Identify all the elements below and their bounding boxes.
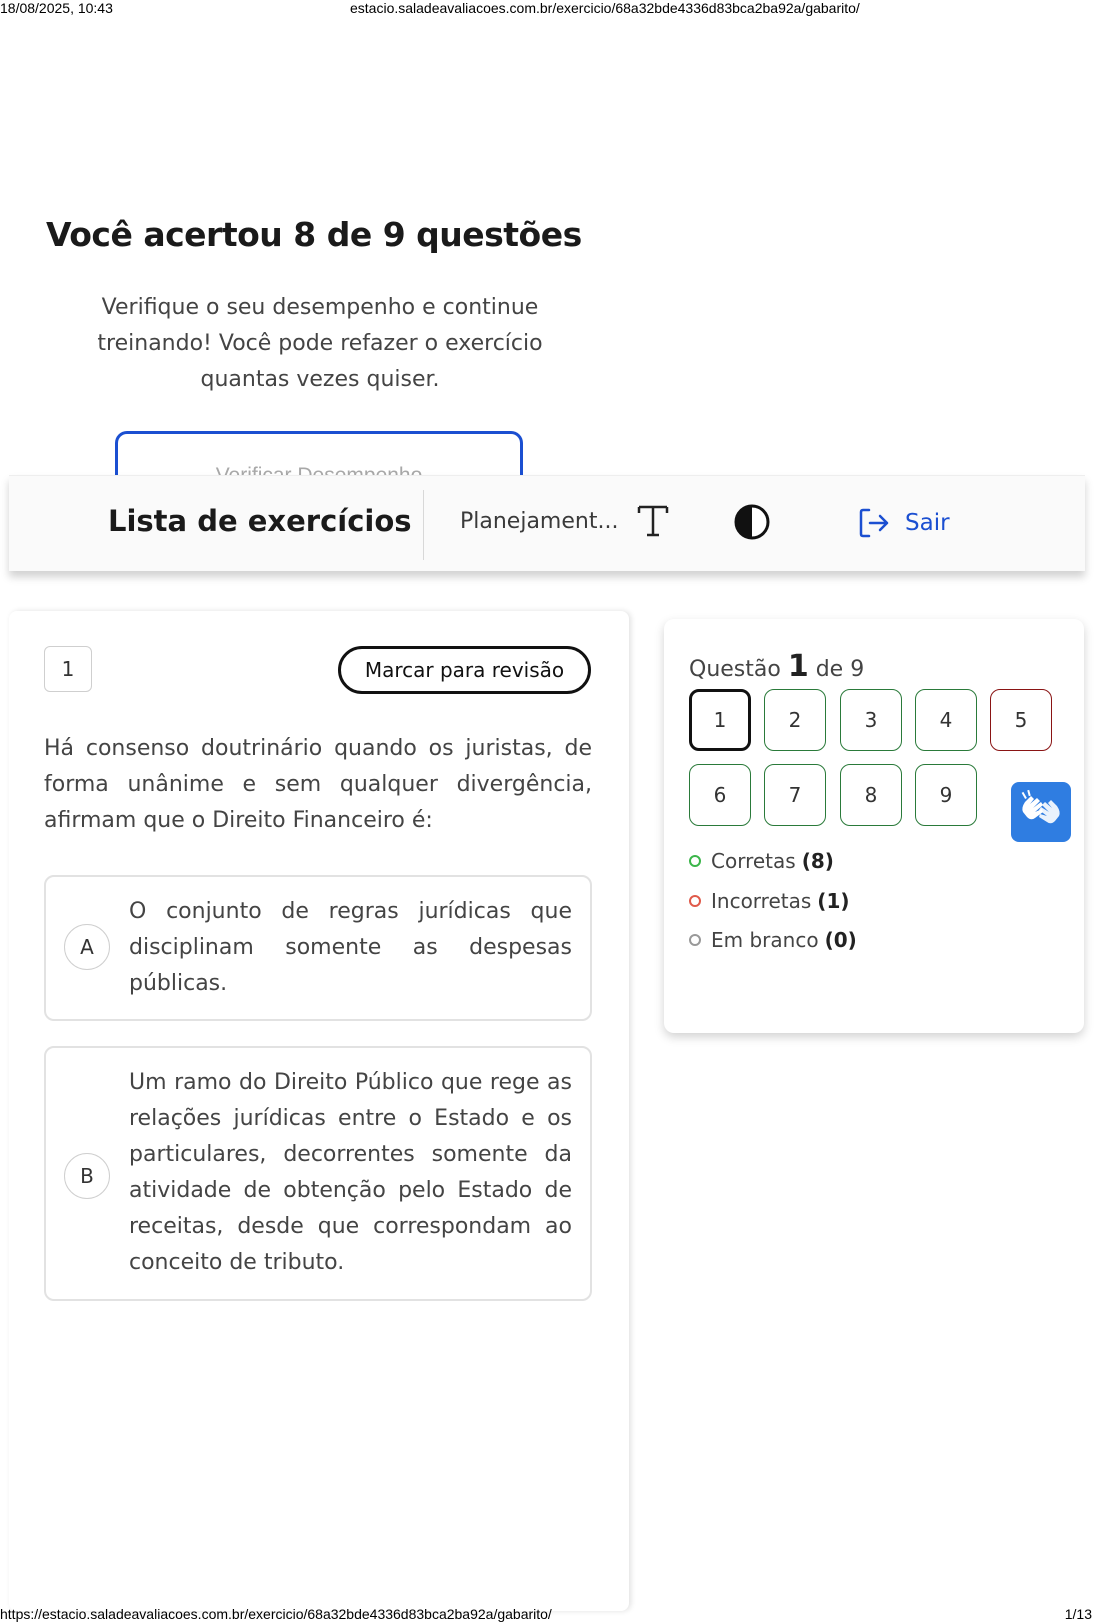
question-button-5[interactable]: 5 (990, 689, 1052, 751)
current-question-number: 1 (787, 649, 809, 684)
legend-label: Em branco (711, 928, 819, 952)
legend-count: (8) (801, 849, 834, 873)
option-letter: A (64, 924, 110, 970)
legend-correct (689, 849, 834, 873)
logout-icon (857, 506, 891, 540)
option-text: Um ramo do Direito Público que rege as relações jurídicas entre o Estado e os particulares, decorrentes somente da atividade de obtenção pelo Estado de receitas, desde que correspondam ao conceito de tributo. (129, 1070, 572, 1275)
navigator-label: Questão (689, 657, 781, 682)
print-header (0, 0, 1094, 16)
divider (423, 490, 424, 560)
question-button-1[interactable]: 1 (689, 689, 751, 751)
option-b[interactable] (44, 1046, 592, 1301)
question-number: 1 (44, 646, 92, 692)
font-size-icon[interactable] (636, 501, 670, 541)
print-footer (0, 1605, 1094, 1623)
question-button-7[interactable]: 7 (764, 764, 826, 826)
subject-name[interactable]: Planejament... (460, 509, 619, 534)
question-button-6[interactable]: 6 (689, 764, 751, 826)
legend-label: Incorretas (711, 889, 812, 913)
incorrect-dot-icon (689, 895, 701, 907)
result-title: Você acertou 8 de 9 questões (46, 215, 582, 254)
navigator-total: de 9 (815, 657, 865, 682)
question-button-8[interactable]: 8 (840, 764, 902, 826)
top-bar (9, 475, 1085, 571)
option-text: O conjunto de regras jurídicas que disciplinam somente as despesas públicas. (129, 899, 572, 996)
legend-count: (0) (824, 928, 857, 952)
question-button-3[interactable]: 3 (840, 689, 902, 751)
contrast-icon[interactable] (733, 503, 771, 541)
print-page-number: 1/13 (1064, 1606, 1092, 1622)
question-navigator (664, 619, 1084, 1033)
correct-dot-icon (689, 855, 701, 867)
exit-label: Sair (905, 510, 950, 536)
legend-incorrect (689, 889, 850, 913)
exit-button[interactable] (857, 505, 950, 541)
mark-for-review-button[interactable]: Marcar para revisão (338, 646, 591, 694)
option-letter: B (64, 1153, 110, 1199)
question-button-9[interactable]: 9 (915, 764, 977, 826)
blank-dot-icon (689, 934, 701, 946)
question-button-4[interactable]: 4 (915, 689, 977, 751)
navigator-title (689, 649, 864, 684)
question-button-2[interactable]: 2 (764, 689, 826, 751)
result-description: Verifique o seu desempenho e continue treinando! Você pode refazer o exercício quantas vezes quiser. (97, 295, 543, 392)
legend-label: Corretas (711, 849, 796, 873)
print-datetime: 18/08/2025, 10:43 (0, 0, 113, 16)
question-card (9, 611, 629, 1611)
exercise-list-title: Lista de exercícios (108, 504, 412, 538)
legend-count: (1) (817, 889, 850, 913)
question-text: Há consenso doutrinário quando os juristas, de forma unânime e sem qualquer divergência, afirmam que o Direito Financeiro é: (44, 736, 592, 833)
option-a[interactable] (44, 875, 592, 1021)
sign-language-icon[interactable] (1011, 782, 1071, 842)
print-footer-url: https://estacio.saladeavaliacoes.com.br/exercicio/68a32bde4336d83bca2ba92a/gabarito/ (0, 1606, 552, 1622)
print-header-url: estacio.saladeavaliacoes.com.br/exercicio/68a32bde4336d83bca2ba92a/gabarito/ (350, 0, 860, 16)
legend-blank (689, 928, 857, 952)
